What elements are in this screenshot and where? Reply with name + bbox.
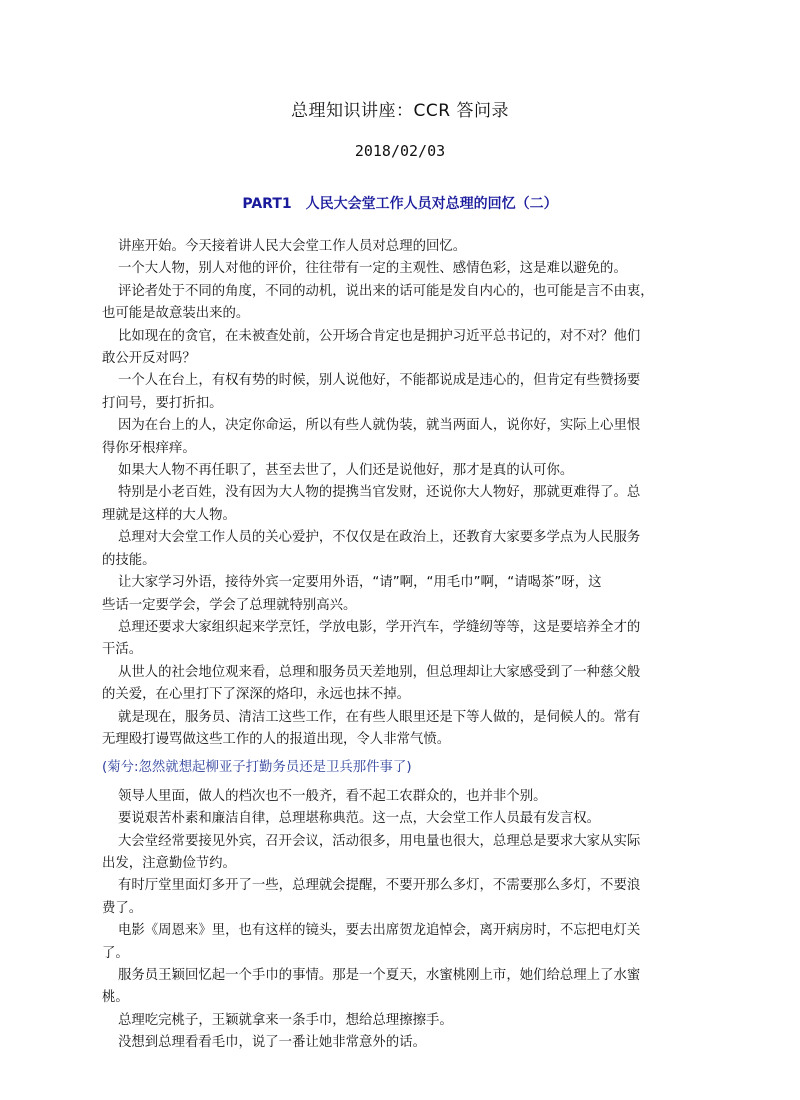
paragraph <box>102 370 702 415</box>
paragraph <box>102 482 702 527</box>
paragraph-line: 出发，注意勤俭节约。 <box>102 855 236 871</box>
paragraph <box>102 326 702 371</box>
paragraph-line: 的技能。 <box>102 552 156 568</box>
paragraph <box>102 258 702 280</box>
paragraph-line: 服务员王颖回忆起一个手巾的事情。那是一个夏天，水蜜桃刚上市，她们给总理上了水蜜 <box>118 968 641 983</box>
paragraph <box>102 415 702 460</box>
paragraph-line: 比如现在的贪官，在未被查处前，公开场合肯定也是拥护习近平总书记的，对不对？他们 <box>118 328 641 344</box>
paragraph-line: 打问号，要打折扣。 <box>102 395 223 411</box>
editor-note: (菊兮:忽然就想起柳亚子打勤务员还是卫兵那件事了) <box>102 760 412 776</box>
paragraph-line: 没想到总理看看毛巾，说了一番让她非常意外的话。 <box>118 1035 426 1051</box>
paragraph <box>102 808 702 830</box>
paragraph <box>102 281 702 326</box>
paragraph-line: 敢公开反对吗？ <box>102 351 196 367</box>
paragraph-line: 得你牙根痒痒。 <box>102 440 196 456</box>
paragraph <box>102 572 702 617</box>
paragraph <box>102 527 702 572</box>
paragraph-line: 也可能是故意装出来的。 <box>102 306 250 322</box>
paragraph-line: 讲座开始。今天接着讲人民大会堂工作人员对总理的回忆。 <box>118 239 467 254</box>
paragraph-line: 无理殴打谩骂做这些工作的人的报道出现，令人非常气愤。 <box>102 731 451 747</box>
paragraph-line: 特别是小老百姓，没有因为大人物的提携当官发财，还说你大人物好，那就更难得了。总 <box>118 485 641 501</box>
paragraph <box>102 662 702 707</box>
paragraph <box>102 617 702 662</box>
paragraph-line: 评论者处于不同的角度，不同的动机，说出来的话可能是发自内心的，也可能是言不由衷， <box>118 283 654 299</box>
paragraph-line: 就是现在，服务员、清洁工这些工作，在有些人眼里还是下等人做的，是伺候人的。常有 <box>118 709 641 725</box>
paragraph-line: 一个人在台上，有权有势的时候，别人说他好，不能都说成是违心的，但肯定有些赞扬要 <box>118 373 641 389</box>
paragraph-line: 了。 <box>102 945 129 961</box>
paragraph <box>102 875 702 920</box>
document-body <box>102 236 702 1055</box>
paragraph-line: 要说艰苦朴素和廉洁自律，总理堪称典范。这一点，大会堂工作人员最有发言权。 <box>118 811 601 827</box>
paragraph-line: 的关爱，在心里打下了深深的烙印，永远也抹不掉。 <box>102 687 410 703</box>
paragraph-line: 大会堂经常要接见外宾，召开会议，活动很多，用电量也很大，总理总是要求大家从实际 <box>118 833 641 849</box>
body-section-b <box>102 786 702 1055</box>
paragraph-line: 总理对大会堂工作人员的关心爱护，不仅仅是在政治上，还教育大家要多学点为人民服务 <box>118 530 641 546</box>
paragraph <box>102 460 702 482</box>
paragraph-line: 总理吃完桃子，王颖就拿来一条手巾，想给总理擦擦手。 <box>118 1012 453 1028</box>
paragraph <box>102 1032 702 1054</box>
paragraph <box>102 920 702 965</box>
paragraph <box>102 1010 702 1032</box>
paragraph <box>102 707 702 752</box>
paragraph-line: 有时厅堂里面灯多开了一些，总理就会提醒，不要开那么多灯，不需要那么多灯，不要浪 <box>118 878 641 894</box>
paragraph-line: 领导人里面，做人的档次也不一般齐，看不起工农群众的，也并非个别。 <box>118 788 547 804</box>
paragraph-line: 电影《周恩来》里，也有这样的镜头，要去出席贺龙追悼会，离开病房时，不忘把电灯关 <box>118 923 641 939</box>
paragraph-line: 从世人的社会地位观来看，总理和服务员天差地别，但总理却让大家感受到了一种慈父般 <box>118 664 641 680</box>
paragraph-line: 干活。 <box>102 642 143 658</box>
paragraph-line: 些话一定要学会，学会了总理就特别高兴。 <box>102 597 357 613</box>
paragraph <box>102 786 702 808</box>
paragraph-line: 桃。 <box>102 990 129 1006</box>
paragraph-line: 总理还要求大家组织起来学烹饪，学放电影，学开汽车，学缝纫等等，这是要培养全才的 <box>118 619 641 635</box>
paragraph <box>102 236 702 258</box>
paragraph <box>102 831 702 876</box>
document-date: 2018/02/03 <box>354 142 446 160</box>
paragraph-line: 理就是这样的大人物。 <box>102 507 236 523</box>
paragraph-line: 因为在台上的人，决定你命运，所以有些人就伪装，就当两面人，说你好，实际上心里恨 <box>118 418 641 434</box>
paragraph-line: 如果大人物不再任职了，甚至去世了，人们还是说他好，那才是真的认可你。 <box>118 463 574 479</box>
body-section-a <box>102 236 702 751</box>
paragraph-line: 让大家学习外语，接待外宾一定要用外语，“请”啊，“用毛巾”啊，“请喝茶”呀，这 <box>118 575 602 591</box>
part-heading: PART1 人民大会堂工作人员对总理的回忆（二） <box>242 196 558 212</box>
document-title: 总理知识讲座：CCR 答问录 <box>291 101 509 121</box>
paragraph-line: 费了。 <box>102 900 143 916</box>
paragraph <box>102 965 702 1010</box>
paragraph-line: 一个大人物，别人对他的评价，往往带有一定的主观性、感情色彩，这是难以避免的。 <box>118 261 627 277</box>
